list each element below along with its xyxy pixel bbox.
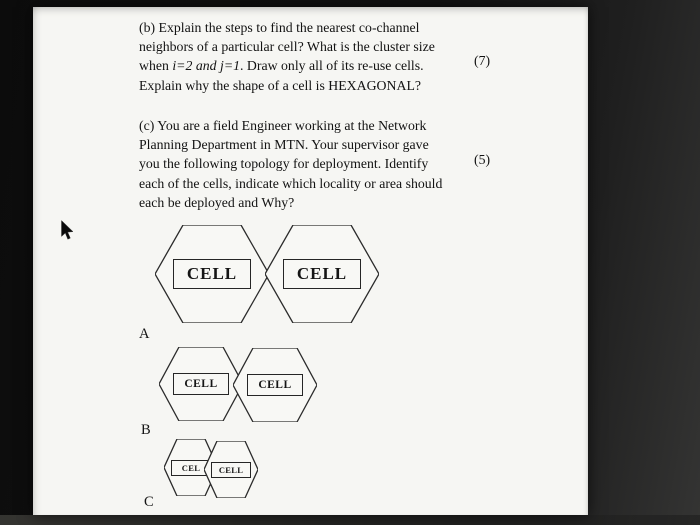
text-line: each of the cells, indicate which locality or area should: [139, 175, 443, 191]
hexagon-cell-a2: [265, 225, 379, 323]
cell-label: CELL: [296, 264, 348, 283]
hexagon-cell-a1: [155, 225, 269, 323]
text-line: Planning Department in MTN. Your supervisor gave: [139, 137, 429, 153]
text-line: you the following topology for deployment. Identify: [139, 156, 429, 172]
document-page: [33, 7, 588, 515]
text-line: neighbors of a particular cell? What is the cluster size: [139, 39, 435, 55]
question-b-marks: (7): [474, 53, 491, 68]
question-b-text: [139, 18, 489, 95]
cell-label: CELL: [186, 264, 238, 283]
cell-label-box: [173, 373, 229, 395]
hexagon-cell-b2: [233, 348, 317, 422]
bezel-bottom-edge: [0, 515, 700, 525]
cell-label-box: [283, 259, 361, 289]
text-line: each be deployed and Why?: [139, 194, 295, 210]
question-c-text: [139, 116, 489, 212]
hexagon-cell-c2: [204, 441, 258, 498]
cell-label: CELL: [218, 464, 244, 475]
row-label-a: A: [139, 326, 150, 342]
text-segment: when: [139, 58, 173, 74]
text-segment: . Draw only all of its re-use cells.: [240, 58, 424, 74]
mouse-cursor-icon: [60, 220, 76, 242]
cell-label: CEL: [181, 462, 201, 473]
cell-label-box: [211, 462, 251, 478]
hexagon-cell-b1: [159, 347, 243, 421]
cell-label-box: [173, 259, 251, 289]
text-line: Explain why the shape of a cell is HEXAGONAL?: [139, 77, 421, 93]
text-line: (c) You are a field Engineer working at the Network: [139, 118, 427, 133]
text-line: [139, 56, 489, 75]
cell-label: CELL: [258, 379, 292, 391]
cell-label: CELL: [184, 378, 218, 390]
row-label-c: C: [144, 494, 154, 510]
text-segment-italic: i=2 and j=1: [172, 58, 241, 74]
row-label-b: B: [141, 422, 151, 438]
question-c-marks: (5): [474, 152, 491, 167]
text-line: (b) Explain the steps to find the nearest co-channel: [139, 20, 420, 35]
cell-label-box: [247, 374, 303, 396]
